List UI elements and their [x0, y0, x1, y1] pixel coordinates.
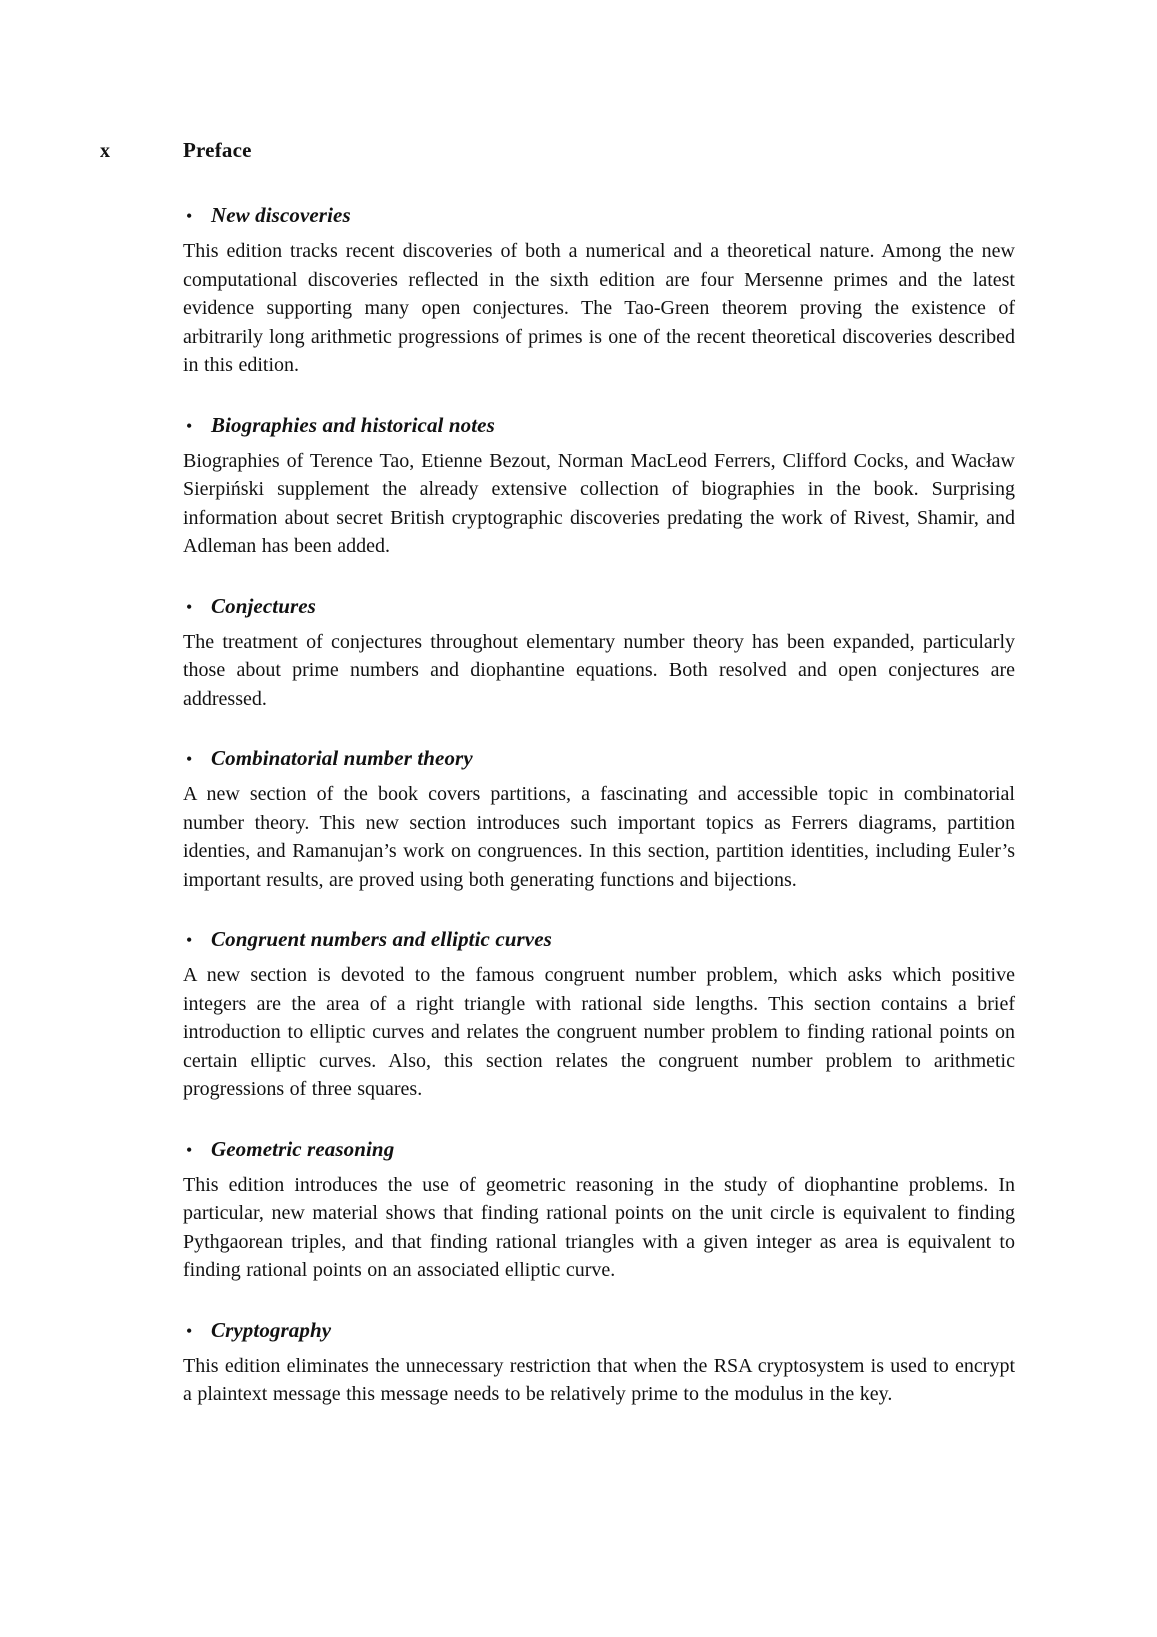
bullet-icon: •: [186, 1320, 193, 1341]
section-body: A new section is devoted to the famous congruent number problem, which asks which positive integers are the area of a right triangle with rational side lengths. This section contains a brief introduction to elliptic curves and relates the congruent number problem to finding rational points on certain elliptic curves. Also, this section relates the congruent number problem to arithmetic progressions of three squares.: [183, 964, 1015, 1100]
section-heading-row: [183, 1318, 1015, 1343]
bullet-icon: •: [186, 415, 193, 436]
section-body: Biographies of Terence Tao, Etienne Bezout, Norman MacLeod Ferrers, Clifford Cocks, and Wacław Sierpiński supplement the already extensive collection of biographies in the book. Surprising information about secret British cryptographic discoveries predating the work of Rivest, Shamir, and Adleman has been added.: [183, 449, 1015, 557]
section-body: A new section of the book covers partitions, a fascinating and accessible topic in combinatorial number theory. This new section introduces such important topics as Ferrers diagrams, partition identies, and Ramanujan’s work on congruences. In this section, partition identities, including Euler’s important results, are proved using both generating functions and bijections.: [183, 783, 1015, 891]
section-heading-row: [183, 413, 1015, 438]
bullet-icon: •: [186, 1139, 193, 1160]
bullet-icon: •: [186, 206, 193, 226]
preface-section-congruent-numbers: [183, 927, 1015, 1104]
section-heading: New discoveries: [211, 203, 351, 227]
section-heading: Cryptography: [211, 1317, 332, 1342]
preface-section-biographies: [183, 413, 1015, 561]
section-body: This edition tracks recent discoveries of both a numerical and a theoretical nature. Among the new computational discoveries reflected in the sixth edition are four Mersenne primes and the latest evidence supporting many open conjectures. The Tao-Green theorem proving the existence of arbitrarily long arithmetic progressions of primes is one of the recent theoretical discoveries described in this edition.: [183, 240, 1015, 376]
bullet-icon: •: [186, 930, 193, 950]
bullet-icon: •: [186, 596, 193, 617]
page-title: Preface: [183, 138, 252, 162]
section-heading-row: [183, 746, 1015, 771]
section-heading: Biographies and historical notes: [211, 412, 495, 437]
section-body: This edition introduces the use of geometric reasoning in the study of diophantine problems. In particular, new material shows that finding rational points on the unit circle is equivalent to finding Pythgaorean triples, and that finding rational triangles with a given integer as area is equivalent to finding rational points on an associated elliptic curve.: [183, 1173, 1015, 1281]
page-number: x: [100, 140, 110, 162]
bullet-icon: •: [186, 749, 193, 769]
section-body: This edition eliminates the unnecessary restriction that when the RSA cryptosystem is used to encrypt a plaintext message this message needs to be relatively prime to the modulus in the key.: [183, 1354, 1015, 1405]
section-heading: Conjectures: [211, 593, 316, 618]
section-heading: Combinatorial number theory: [211, 746, 473, 770]
section-heading: Geometric reasoning: [211, 1136, 395, 1161]
section-heading-row: [183, 203, 1015, 228]
preface-section-cryptography: [183, 1318, 1015, 1409]
section-body: The treatment of conjectures throughout elementary number theory has been expanded, particularly those about prime numbers and diophantine equations. Both resolved and open conjectures are addressed.: [183, 630, 1015, 710]
preface-section-geometric-reasoning: [183, 1137, 1015, 1285]
preface-section-new-discoveries: [183, 203, 1015, 380]
preface-section-conjectures: [183, 594, 1015, 714]
page-content: [183, 203, 1015, 1409]
section-heading-row: [183, 1137, 1015, 1162]
page-header: [100, 138, 1013, 163]
section-heading: Congruent numbers and elliptic curves: [211, 927, 552, 951]
section-heading-row: [183, 927, 1015, 952]
preface-section-combinatorial: [183, 746, 1015, 894]
section-heading-row: [183, 594, 1015, 619]
